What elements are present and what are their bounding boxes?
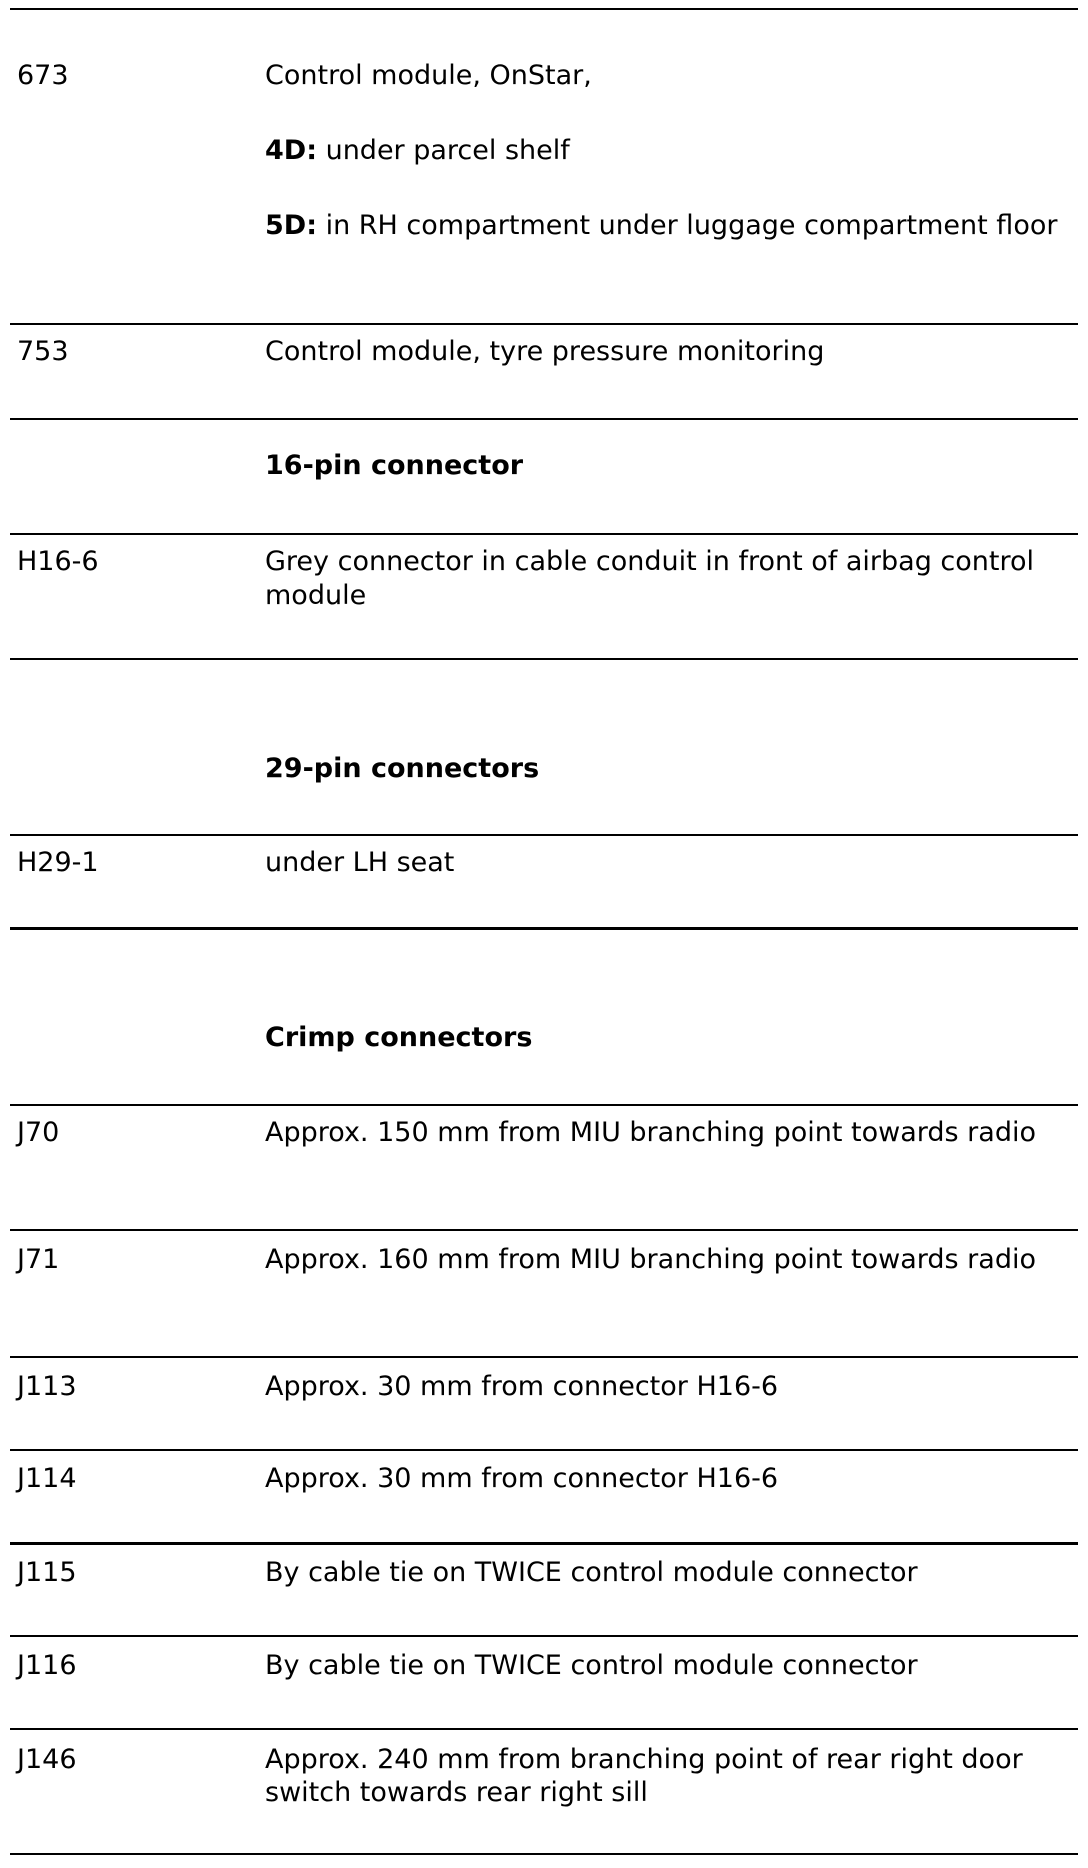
component-code: J70	[17, 1117, 60, 1148]
table-rule	[10, 658, 1078, 660]
variant-label: 4D:	[265, 135, 317, 166]
table-rule	[10, 834, 1078, 836]
table-rule	[10, 1542, 1078, 1545]
table-rule	[10, 323, 1078, 325]
section-heading: 16-pin connector	[265, 450, 524, 481]
component-code: H29-1	[17, 847, 99, 878]
variant-text: under parcel shelf	[317, 135, 570, 166]
component-description: Approx. 240 mm from branching point of rear right door switch towards rear right sill	[265, 1744, 1023, 1808]
table-rule	[10, 1853, 1078, 1855]
table-rule	[10, 418, 1078, 420]
component-description: By cable tie on TWICE control module connector	[265, 1650, 918, 1681]
component-code: H16-6	[17, 546, 99, 577]
component-description: Control module, OnStar,	[265, 60, 592, 91]
component-code: J115	[17, 1557, 77, 1588]
table-rule	[10, 1728, 1078, 1730]
table-rule	[10, 533, 1078, 535]
table-rule	[10, 8, 1078, 10]
component-description: Grey connector in cable conduit in front of airbag control module	[265, 546, 1035, 611]
component-code: J114	[17, 1463, 77, 1494]
table-rule	[10, 1229, 1078, 1231]
component-description: Approx. 30 mm from connector H16-6	[265, 1463, 779, 1494]
component-code: 673	[17, 60, 69, 91]
section-heading: Crimp connectors	[265, 1022, 533, 1053]
section-heading: 29-pin connectors	[265, 753, 540, 784]
table-rule	[10, 1104, 1078, 1106]
component-code: 753	[17, 336, 69, 367]
component-description: By cable tie on TWICE control module connector	[265, 1557, 918, 1588]
component-code: J71	[17, 1244, 60, 1275]
location-note	[265, 209, 1065, 242]
variant-text: in RH compartment under luggage compartment floor	[317, 210, 1058, 241]
component-description: Control module, tyre pressure monitoring	[265, 336, 825, 367]
table-rule	[10, 927, 1078, 930]
component-code: J113	[17, 1371, 77, 1402]
component-description: Approx. 30 mm from connector H16-6	[265, 1371, 779, 1402]
component-description: Approx. 150 mm from MIU branching point towards radio	[265, 1117, 1036, 1148]
table-rule	[10, 1449, 1078, 1451]
variant-label: 5D:	[265, 210, 317, 241]
component-code: J116	[17, 1650, 77, 1681]
component-description: under LH seat	[265, 847, 455, 878]
table-rule	[10, 1356, 1078, 1358]
table-rule	[10, 1635, 1078, 1637]
location-note	[265, 134, 1065, 168]
component-code: J146	[17, 1744, 77, 1775]
component-description: Approx. 160 mm from MIU branching point towards radio	[265, 1244, 1036, 1275]
